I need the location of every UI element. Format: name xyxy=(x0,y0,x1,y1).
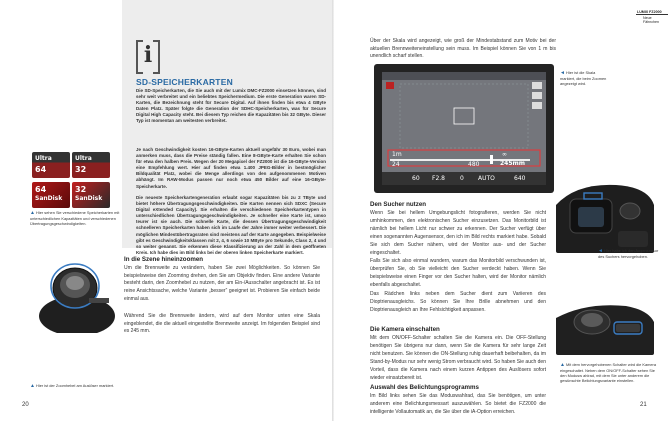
page-number-right: 21 xyxy=(640,402,647,408)
lcd-zoom-tele: 480 xyxy=(468,161,480,168)
sd-card: SanDisk 64 xyxy=(32,182,70,208)
running-header-sub: Neue Fähnchen xyxy=(643,16,659,24)
sd-photo-caption: ▲ Hier sehen Sie verschiedene Speicherkarten mit unterschiedlichen Kapazitäten und verschiedenen Übertragungsgeschwindigkeiten. xyxy=(30,210,120,226)
lcd-screenshot xyxy=(374,64,554,193)
info-paragraph: Je nach Geschwindigkeit kosten 16-GByte-Karten aktuell ungefähr 30 Euro, wobei man anmerken muss, dass die Preise ständig fallen. Eine 8-GByte-Karte erhalten Sie schon für etwa den halben Preis. Wegen der 20 Megapixel der FZ2000 ist die 16-GByte-Version eine Empfehlung wert. Hier auf finden etwa 1.400 JPEG-Bilder in bestmöglicher Bildqualität Platz, wobei die Menge allerdings von den aufgenommenen Motiven abhängt. Im RAW-Modus passen nur noch etwa 450 Bilder auf eine 16-GByte-Speicherkarte. xyxy=(136,147,326,189)
gutter xyxy=(332,0,334,421)
zoom-lever-photo xyxy=(35,258,115,333)
sucher-paragraph-3: Das Rädchen links neben dem Sucher dient zum Variieren des Dioptrienausgleichs. So können Sie Ihre Brille abnehmen und den Dioptrienausgleich an Ihre Fehlsichtigkeit anpassen. xyxy=(370,291,546,314)
intro-paragraph: Über der Skala wird angezeigt, wie groß der Mindestabstand zum Motiv bei der aktuellen Brennweiteneinstellung sein muss. Im Beispiel können Sie von 1 m bis unendlich scharf stellen. xyxy=(370,38,556,60)
running-header-label: LUMIX FZ2000 xyxy=(637,10,662,14)
einschalten-paragraph: Mit dem ON/OFF-Schalter schalten Sie die Kamera ein. Die OFF-Stellung benötigen Sie übrigens nur dann, wenn Sie die Kamera für sehr lange Zeit nicht benutzen. Sie können die ON-Stellung ruhig dauerhaft beibehalten, da im Stand-by-Modus nur sehr wenig Strom verbraucht wird. So haben Sie auch den Vorteil, dass die Kamera nach einem kurzen Antippen des Auslösers sofort wieder einsatzbereit ist. xyxy=(370,335,546,381)
section-heading-belichtung: Auswahl des Belichtungsprogramms xyxy=(370,384,479,391)
lcd-zoom-scale xyxy=(382,72,546,185)
sucher-paragraph-2: Falls Sie sich also einmal wundern, warum das Monitorbild verschwunden ist, überprüfen Sie, ob Sie vielleicht den Sucher verdeckt haben. Wenn Sie beispielsweise einen Finger vor den Sucher halten, wird der Monitor nämlich ebenfalls abgeschaltet. xyxy=(370,258,546,289)
section-heading-einschalten: Die Kamera einschalten xyxy=(370,326,440,333)
lcd-focal-length: 245mm xyxy=(500,160,526,167)
zoom-paragraph-2: Während Sie die Brennweite ändern, wird auf dem Monitor unten eine Skala eingeblendet, die die aktuell eingestellte Brennweite anzeigt. Im folgenden Beispiel sind es 245 mm. xyxy=(124,313,320,335)
section-heading-sucher: Den Sucher nutzen xyxy=(370,201,427,208)
lcd-caption: ◄ Hier ist die Skala markiert, die beim Zoomen angezeigt wird. xyxy=(560,70,607,86)
lcd-dist-min: 1m xyxy=(392,151,402,158)
viewfinder-photo xyxy=(556,175,654,253)
info-box-title: SD-SPEICHERKARTEN xyxy=(136,77,233,87)
section-heading-zoom: In die Szene hineinzoomen xyxy=(124,256,204,263)
info-paragraph: Die SD-Speicherkarten, die Sie auch mit der Lumix DMC-FZ2000 einsetzen können, sind sehr weit verbreitet und ein beliebtes Speichermedium. Die erste Generation waren SD-Karten, die Bezeichnung steht für Secure Digital. Auf ihnen finden bis etwa 4 GByte Daten Platz. Später folgte die Generation der SDHC-Speicherkarten, was für Secure Digital High Capacity steht. Bei diesem Typ reichen die Kapazitäten bis 32 GByte. Dieser Typ ist momentan am weitesten verbreitet. xyxy=(136,88,326,124)
viewfinder-caption: ◄ Hier habe ich den Augensensor des Suchers hervorgehoben. xyxy=(598,248,659,259)
left-page xyxy=(0,0,333,421)
belichtung-paragraph: Im Bild links sehen Sie das Moduswahlrad, das Sie benötigen, um unter anderem eine Belichtungsmessart auszuwählen. So bietet die FZ2000 die intelligente Vollautomatik an, die Sie über die iA-Option erreichen. xyxy=(370,393,546,415)
sucher-paragraph-1: Wenn Sie bei hellem Umgebungslicht fotografieren, werden Sie nicht umhinkommen, den elektronischen Sucher einzusetzen. Das Monitorbild ist nämlich bei hellem Licht nur schwer zu erkennen. Der Sucher verfügt über einen sogenannten Augensensor, den ich im Bild rechts markiert habe. Sobald Sie sich dem Sucher nähern, wird der Monitor aus- und der Sucher eingeschaltet. xyxy=(370,210,546,257)
power-switch-photo xyxy=(556,300,654,355)
zoom-paragraph-1: Um die Brennweite zu verändern, haben Sie zwei Möglichkeiten. So können Sie beispielsweise den Zoomring drehen, den Sie am Objektiv finden. Eine andere Variante besteht darin, den Zoomhebel zu nutzen, der am Ein-/Ausschalter angebracht ist. Es ist reine Ansichtssache, welche Variante „besser“ geeignet ist. Probieren Sie einfach beide einmal aus. xyxy=(124,265,320,302)
lcd-iso: AUTO xyxy=(478,175,495,182)
lcd-frames: 640 xyxy=(514,175,526,182)
lcd-ev: 0 xyxy=(460,175,464,182)
sd-card: SanDisk 32 xyxy=(72,182,110,208)
power-switch-caption: ▲ Mit dem hervorgehobenen Schalter wird die Kamera eingeschaltet. Neben dem ON/OFF-Schalter sehen Sie den Modusw ahlrad, mit dem Sie unter anderem die gewünschte Belichtungsvariante einstellen. xyxy=(560,362,657,383)
lcd-zoom-wide: 24 xyxy=(392,161,400,168)
sd-cards-photo xyxy=(30,152,112,262)
sd-card: Ultra 64 xyxy=(32,152,70,178)
lcd-dist-max: ∞ xyxy=(502,151,507,158)
info-paragraph: Die neueste Speicherkartengeneration erlaubt sogar Kapazitäten bis zu 2 TByte und bietet höhere Übertragungsgeschwindigkeiten. Die Karten nennen sich SDXC (Secure Digital eXtended Capacity). Sie erhalten die verschiedenen Speicherkartentypen in unterschiedlichen Übertragungsgeschwindigkeiten. Je schneller eine Karte ist, umso teurer ist sie auch. Die schnelle Karte, die dessen Übertragungsgeschwindigkeit schnelleren Speicherkarten haben sich im Laufe der Jahre immer weiter verbessert. Die möglichen Mindestübertragsraten sind meistens auf der Karte angegeben. Beispielweise gibt es Geschwindigkeitsklassen mit 2, 4, 6 sowie 10 MByte pro Sekunde, Class 2, 4 und so weiter genannt. Sie erkennen diese Klassifizierung an der Zahl in dem geöffneten Kreis. Ich habe dies im Bild links bei der oberen linken Speicherkarte markiert. xyxy=(136,195,326,255)
lcd-aperture: F2.8 xyxy=(432,175,445,182)
sd-card: Ultra 32 xyxy=(72,152,110,178)
page-number-left: 20 xyxy=(22,402,29,408)
info-i-icon: i xyxy=(136,40,160,72)
zoom-lever-caption: ▲ Hier ist der Zoomhebel am Auslöser markiert. xyxy=(30,383,115,389)
lcd-shutter: 60 xyxy=(412,175,420,182)
running-header-line xyxy=(636,14,668,15)
